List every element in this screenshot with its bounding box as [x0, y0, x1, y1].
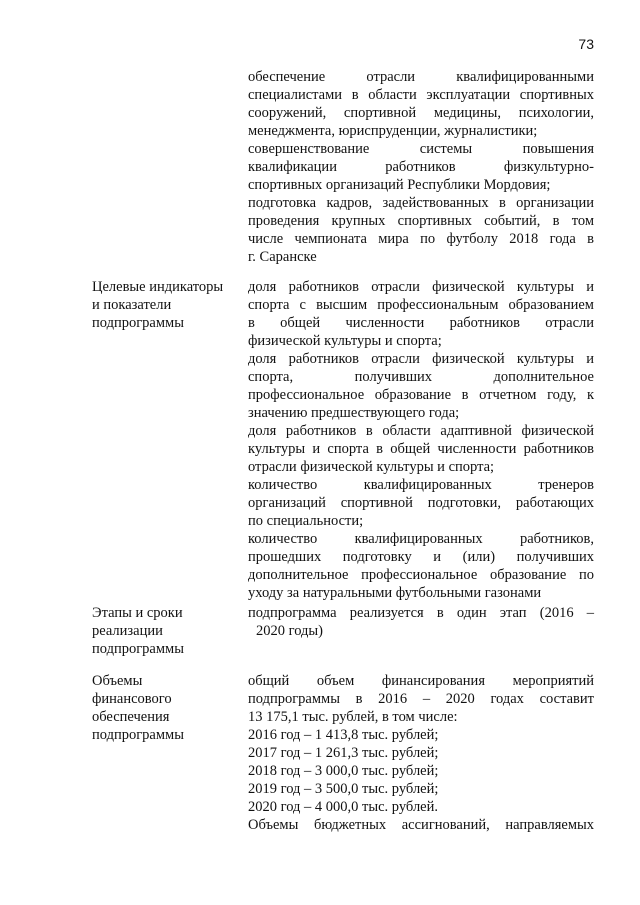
content-line: доля работников отрасли физической культуры и — [248, 279, 594, 295]
section-label-line: финансового — [92, 691, 172, 707]
section-label — [92, 278, 240, 332]
section-content — [248, 278, 594, 602]
content-line: спорта с высшим профессиональным образованием — [248, 297, 594, 313]
content-line: 2019 год – 3 500,0 тыс. рублей; — [248, 781, 439, 797]
content-line: 2017 год – 1 261,3 тыс. рублей; — [248, 745, 439, 761]
content-line: количество квалифицированных тренеров — [248, 477, 594, 493]
content-line: спорта, получивших дополнительное — [248, 369, 594, 385]
content-line: прошедших подготовку и (или) получивших — [248, 549, 594, 565]
content-line: Объемы бюджетных ассигнований, направляемых — [248, 817, 594, 833]
section-label-line: и показатели — [92, 297, 172, 313]
content-line: спортивных организаций Республики Мордовия; — [248, 177, 551, 193]
section-label-line: реализации — [92, 623, 163, 639]
content-line: по специальности; — [248, 513, 364, 529]
section-content — [248, 68, 594, 266]
content-line: сооружений, спортивной медицины, психологии, — [248, 105, 594, 121]
content-line: организаций спортивной подготовки, работающих — [248, 495, 594, 511]
content-line: уходу за натуральными футбольными газонами — [248, 585, 542, 601]
content-line: подпрограмма реализуется в один этап (2016 – — [248, 605, 594, 621]
section-label-line: подпрограммы — [92, 727, 184, 743]
content-line: подготовка кадров, задействованных в организации — [248, 195, 594, 211]
content-line: в общей численности работников отрасли — [248, 315, 594, 331]
content-line: физической культуры и спорта; — [248, 333, 442, 349]
section-label-line: Этапы и сроки — [92, 605, 183, 621]
section-content — [248, 672, 594, 834]
content-line: менеджмента, юриспруденции, журналистики; — [248, 123, 538, 139]
content-line: совершенствование системы повышения — [248, 141, 594, 157]
content-line: числе чемпионата мира по футболу 2018 года в — [248, 231, 594, 247]
content-line: 2018 год – 3 000,0 тыс. рублей; — [248, 763, 439, 779]
content-line: профессиональное образование в отчетном году, к — [248, 387, 594, 403]
content-line: проведения крупных спортивных событий, в том — [248, 213, 594, 229]
content-line: подпрограммы в 2016 – 2020 годах составит — [248, 691, 594, 707]
content-line: доля работников отрасли физической культуры и — [248, 351, 594, 367]
content-line: дополнительное профессиональное образование по — [248, 567, 594, 583]
content-line: 2020 годы) — [256, 623, 323, 639]
content-line: 2020 год – 4 000,0 тыс. рублей. — [248, 799, 439, 815]
content-line: культуры и спорта в общей численности работников — [248, 441, 594, 457]
content-line: 2016 год – 1 413,8 тыс. рублей; — [248, 727, 439, 743]
content-line: общий объем финансирования мероприятий — [248, 673, 594, 689]
section-label-line: подпрограммы — [92, 641, 184, 657]
content-line: обеспечение отрасли квалифицированными — [248, 69, 594, 85]
page-number: 73 — [578, 36, 594, 52]
content-line: доля работников в области адаптивной физической — [248, 423, 594, 439]
section-label-line: обеспечения — [92, 709, 170, 725]
section-content — [248, 604, 594, 640]
content-line: квалификации работников физкультурно- — [248, 159, 594, 175]
content-line: значению предшествующего года; — [248, 405, 460, 421]
section-label-line: подпрограммы — [92, 315, 184, 331]
content-line: количество квалифицированных работников, — [248, 531, 594, 547]
content-line: г. Саранске — [248, 249, 317, 265]
content-line: специалистами в области эксплуатации спортивных — [248, 87, 594, 103]
content-line: отрасли физической культуры и спорта; — [248, 459, 495, 475]
section-label — [92, 604, 240, 658]
section-label-line: Целевые индикаторы — [92, 279, 224, 295]
section-label-line: Объемы — [92, 673, 143, 689]
section-label — [92, 672, 240, 744]
content-line: 13 175,1 тыс. рублей, в том числе: — [248, 709, 458, 725]
